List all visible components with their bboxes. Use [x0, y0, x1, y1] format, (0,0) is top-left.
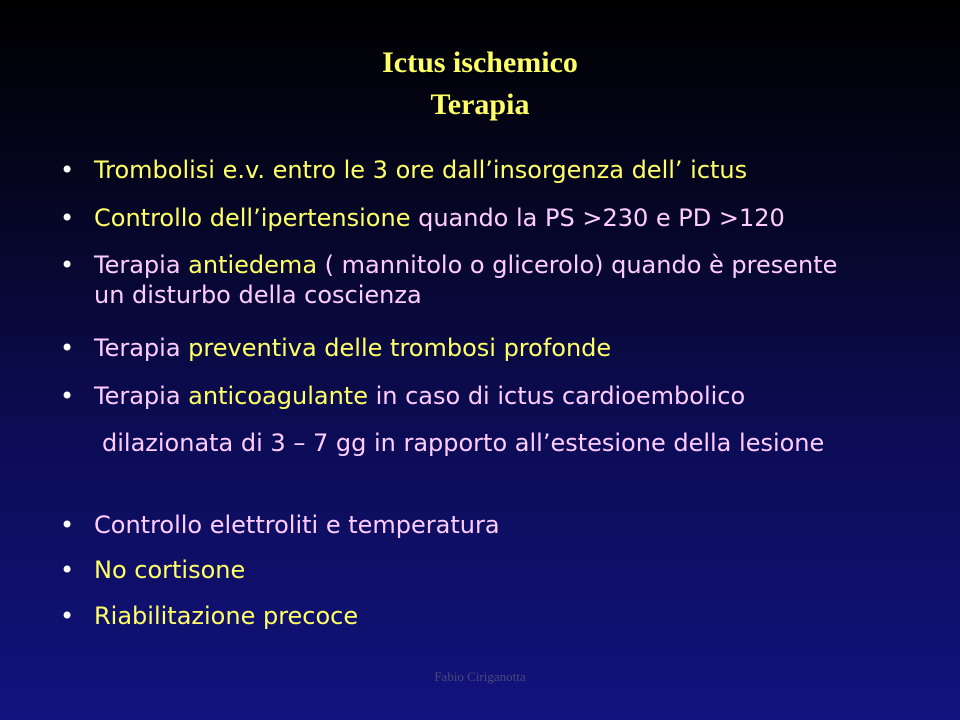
list-item-text: Riabilitazione precoce: [94, 602, 359, 630]
bullet-icon: •: [60, 334, 75, 362]
list-item-text: [94, 203, 914, 233]
list-item-text: dilazionata di 3 – 7 gg in rapporto all’estesione della lesione: [102, 429, 825, 457]
slide-subtitle: Terapia: [430, 88, 530, 121]
text-segment: in caso di ictus cardioembolico: [367, 382, 746, 410]
text-segment: Terapia: [94, 334, 189, 362]
list-item-text: [94, 333, 914, 363]
text-segment: anticoagulante: [188, 382, 368, 410]
bullet-icon: •: [60, 156, 75, 184]
bullet-icon: •: [60, 204, 75, 232]
list-item-text: Trombolisi e.v. entro le 3 ore dall’insorgenza dell’ ictus: [94, 156, 748, 184]
text-segment: Terapia: [94, 382, 189, 410]
list-item-text: [94, 250, 854, 310]
text-segment: antiedema: [188, 251, 318, 279]
list-item-text: [94, 381, 914, 411]
bullet-icon: •: [60, 511, 75, 539]
slide-title: Ictus ischemico: [382, 46, 578, 79]
text-segment: ( mannitolo o glicerolo) quando è presente un disturbo della coscienza: [94, 251, 838, 309]
bullet-icon: •: [60, 382, 75, 410]
list-item-text: No cortisone: [94, 556, 246, 584]
footer-author: Fabio Ciriganotta: [434, 669, 526, 684]
bullet-icon: •: [60, 556, 75, 584]
text-segment: Controllo dell’ipertensione: [94, 204, 411, 232]
bullet-icon: •: [60, 602, 75, 630]
text-segment: Terapia: [94, 251, 189, 279]
text-segment: preventiva delle trombosi profonde: [188, 334, 612, 362]
bullet-icon: •: [60, 251, 75, 279]
list-item-text: Controllo elettroliti e temperatura: [94, 511, 500, 539]
text-segment: quando la PS >230 e PD >120: [410, 204, 785, 232]
